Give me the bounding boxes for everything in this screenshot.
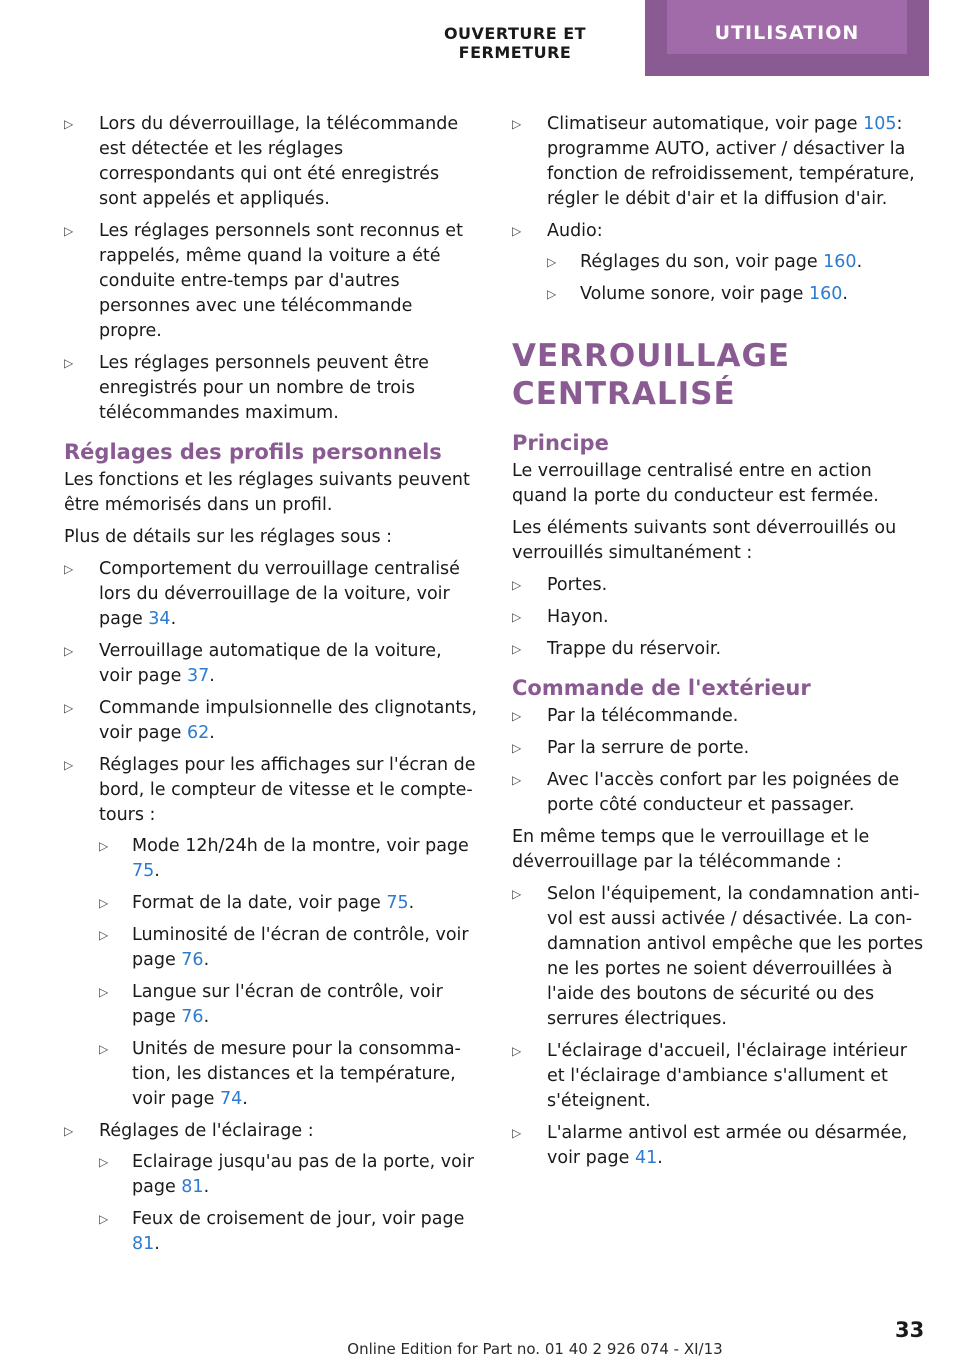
bullet-triangle-icon: ▷ (547, 255, 557, 269)
page-link[interactable]: 81 (181, 1177, 204, 1197)
lighting-sublist (99, 1150, 478, 1257)
exterior-list (512, 704, 930, 818)
page-link[interactable]: 62 (186, 723, 210, 743)
page-link[interactable]: 41 (634, 1148, 658, 1168)
bullet-triangle-icon: ▷ (64, 117, 74, 131)
bullet-triangle-icon: ▷ (99, 1212, 109, 1226)
bullet-triangle-icon: ▷ (512, 741, 522, 755)
bullet-triangle-icon: ▷ (512, 887, 522, 901)
bullet-triangle-icon: ▷ (99, 1042, 109, 1056)
page-link[interactable]: 160 (823, 252, 857, 272)
bullet-triangle-icon: ▷ (64, 701, 74, 715)
list-item: ▷ Mode 12h/24h de la montre, voir page 75. (99, 836, 469, 881)
list-item: ▷ L'alarme antivol est armée ou désarmée, voir page 41. (512, 1123, 908, 1168)
list-item: ▷ Audio: ▷ Réglages du son, voir page 160. ▷ Volume sonore, voir page 160. (512, 219, 930, 307)
list-item: ▷ Eclairage jusqu'au pas de la porte, voir page 81. (99, 1152, 474, 1197)
right-column (512, 112, 930, 1178)
page-link[interactable]: 75 (386, 893, 409, 913)
exterior-heading: Commande de l'extérieur (512, 676, 811, 700)
bullet-triangle-icon: ▷ (64, 356, 74, 370)
chapter-tab-label: UTILISATION (714, 22, 860, 44)
page-link[interactable]: 160 (808, 284, 843, 304)
bullet-triangle-icon: ▷ (512, 578, 522, 592)
list-item: ▷ Lors du déverrouillage, la télécommande est détectée et les réglages correspondants qui ont été enregistrés sont appelés et appliqués. (64, 114, 459, 209)
page-link[interactable]: 76 (181, 950, 204, 970)
audio-sublist (547, 250, 930, 307)
bullet-triangle-icon: ▷ (64, 758, 74, 772)
bullet-triangle-icon: ▷ (547, 287, 557, 301)
exterior-effects-list (512, 882, 930, 1171)
bullet-triangle-icon: ▷ (512, 117, 522, 131)
list-item: ▷ Climatiseur automatique, voir page 105: programme AUTO, activer / désactiver la fonction de refroidissement, température, régler le débit d'air et la diffusion d'air. (512, 114, 915, 209)
bullet-triangle-icon: ▷ (99, 985, 109, 999)
page-link[interactable]: 81 (132, 1234, 155, 1254)
paragraph: Plus de détails sur les réglages sous : (64, 527, 393, 547)
list-item: ▷ L'éclairage d'accueil, l'éclairage intérieur et l'éclairage d'ambiance s'allument et s'éteignent. (512, 1041, 907, 1111)
list-item: ▷ Comportement du verrouillage centralisé lors du déverrouillage de la voiture, voir page 34. (64, 559, 460, 629)
list-item: ▷ Verrouillage automatique de la voiture, voir page 37. (64, 641, 442, 686)
list-item: ▷ Avec l'accès confort par les poignées de porte côté conducteur et passager. (512, 770, 900, 815)
page-link[interactable]: 37 (186, 666, 210, 686)
left-column (64, 112, 478, 1264)
display-sublist (99, 834, 478, 1112)
page-link[interactable]: 105 (863, 114, 897, 134)
paragraph: Le verrouillage centralisé entre en action quand la porte du conducteur est fermée. (512, 461, 879, 506)
list-item: ▷ Langue sur l'écran de contrôle, voir page 76. (99, 982, 443, 1027)
intro-list (64, 112, 478, 426)
list-item: ▷ Les réglages personnels sont reconnus et rappelés, même quand la voiture a été conduite entre-temps par d'autres personnes avec une télécommande propre. (64, 221, 463, 341)
bullet-triangle-icon: ▷ (64, 644, 74, 658)
list-item: ▷ Par la serrure de porte. (512, 736, 930, 761)
list-item: ▷ Réglages pour les affichages sur l'écran de bord, le compteur de vitesse et le compte-tours : ▷ Mode 12h/24h de la montre, voir page 75. ▷ Format de la date, voir page 75. ▷ Luminosité de l'écran de contrôle, voir page 76. ▷ Langue sur l'écran de contrôle, voir page 76. ▷ Unités de mesure pour la consommation, les distances et la température, voir page 74. (64, 753, 478, 1112)
list-item: ▷ Portes. (512, 573, 930, 598)
bullet-triangle-icon: ▷ (512, 610, 522, 624)
list-item: ▷ Format de la date, voir page 75. (99, 891, 478, 916)
list-item: ▷ Trappe du réservoir. (512, 637, 930, 662)
list-item: ▷ Volume sonore, voir page 160. (547, 282, 930, 307)
list-item: ▷ Réglages du son, voir page 160. (547, 250, 930, 275)
bullet-triangle-icon: ▷ (512, 1044, 522, 1058)
section-heading: VERROUILLAGE CENTRALISÉ (512, 338, 791, 412)
principle-heading: Principe (512, 431, 609, 455)
settings-list (64, 557, 478, 1257)
list-item: ▷ Unités de mesure pour la consommation, les distances et la température, voir page 74. (99, 1039, 461, 1109)
principle-list (512, 573, 930, 662)
list-item: ▷ Commande impulsionnelle des clignotants, voir page 62. (64, 698, 477, 743)
bullet-triangle-icon: ▷ (512, 1126, 522, 1140)
running-header-section (390, 0, 640, 70)
paragraph: Les fonctions et les réglages suivants peuvent être mémorisés dans un profil. (64, 470, 470, 515)
settings-list-continued (512, 112, 930, 307)
list-item: ▷ Selon l'équipement, la condamnation antivol est aussi activée / désactivée. La condamnation antivol empêche que les portes ne les portes ne soient déverrouillées à l'aide des boutons de sécurité ou des serrures électriques. (512, 884, 924, 1029)
bullet-triangle-icon: ▷ (64, 562, 74, 576)
bullet-triangle-icon: ▷ (64, 1124, 74, 1138)
page-link[interactable]: 76 (181, 1007, 204, 1027)
page-link[interactable]: 34 (148, 609, 171, 629)
bullet-triangle-icon: ▷ (512, 709, 522, 723)
footer-edition: Online Edition for Part no. 01 40 2 926 074 - XI/13 (347, 1340, 723, 1358)
list-item: ▷ Feux de croisement de jour, voir page 81. (99, 1209, 465, 1254)
list-item: ▷ Par la télécommande. (512, 704, 930, 729)
list-item: ▷ Les réglages personnels peuvent être enregistrés pour un nombre de trois télécommandes maximum. (64, 353, 429, 423)
bullet-triangle-icon: ▷ (99, 839, 109, 853)
bullet-triangle-icon: ▷ (99, 928, 109, 942)
bullet-triangle-icon: ▷ (99, 1155, 109, 1169)
bullet-triangle-icon: ▷ (512, 224, 522, 238)
list-item: ▷ Luminosité de l'écran de contrôle, voir page 76. (99, 925, 469, 970)
chapter-tab[interactable] (645, 0, 929, 76)
paragraph: En même temps que le verrouillage et le déverrouillage par la télécommande : (512, 827, 870, 872)
list-item: ▷ Réglages de l'éclairage : ▷ Eclairage jusqu'au pas de la porte, voir page 81. ▷ Feux de croisement de jour, voir page 81. (64, 1119, 478, 1257)
bullet-triangle-icon: ▷ (99, 896, 109, 910)
bullet-triangle-icon: ▷ (512, 773, 522, 787)
profiles-heading: Réglages des profils personnels (64, 440, 442, 464)
paragraph: Les éléments suivants sont déverrouillés ou verrouillés simultanément : (512, 518, 897, 563)
bullet-triangle-icon: ▷ (512, 642, 522, 656)
bullet-triangle-icon: ▷ (64, 224, 74, 238)
page-link[interactable]: 75 (132, 861, 155, 881)
page-link[interactable]: 74 (219, 1089, 243, 1109)
page-number: 33 (895, 1318, 925, 1342)
list-item: ▷ Hayon. (512, 605, 930, 630)
section-title: OUVERTURE ET FERMETURE (443, 24, 587, 62)
